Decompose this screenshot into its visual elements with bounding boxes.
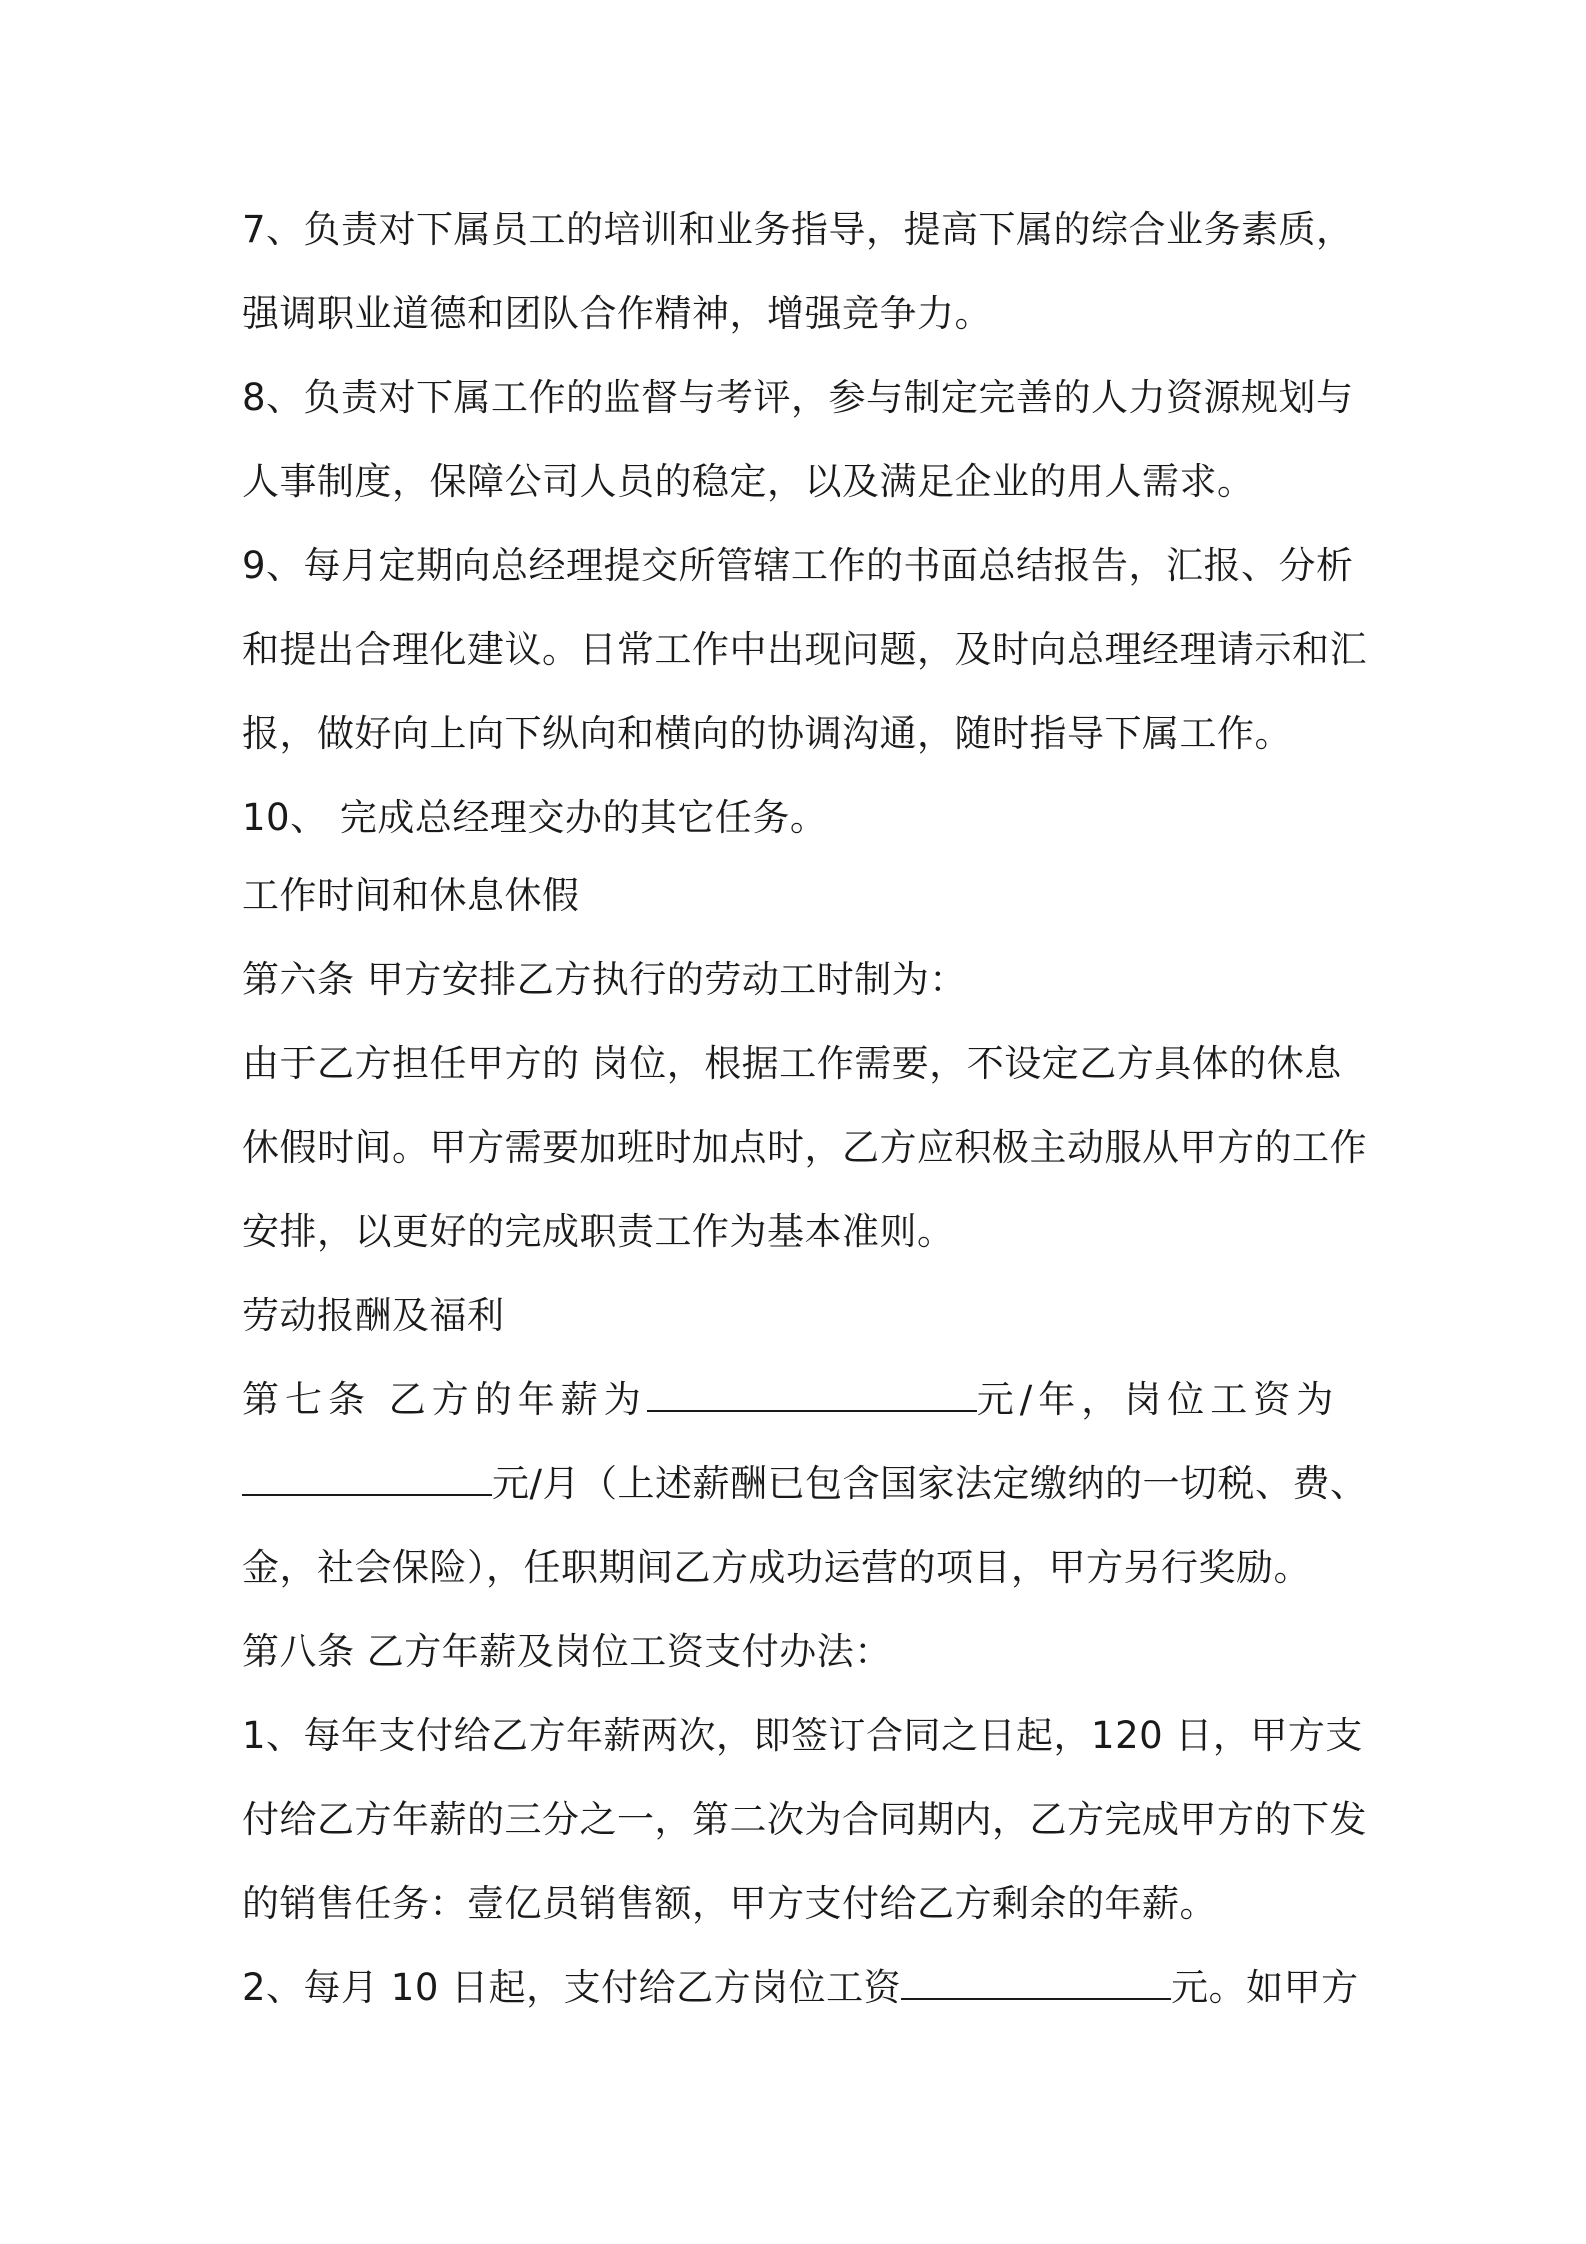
payment-line [242, 1964, 1362, 2012]
text-line: 强调职业道德和团队合作精神，增强竞争力。 [242, 292, 992, 335]
text-line: 7、负责对下属员工的培训和业务指导，提高下属的综合业务素质， [242, 208, 1354, 251]
annual-salary-blank[interactable] [647, 1376, 977, 1412]
text-line: 9、每月定期向总经理提交所管辖工作的书面总结报告，汇报、分析 [242, 544, 1354, 587]
text-line: 的销售任务：壹亿员销售额，甲方支付给乙方剩余的年薪。 [242, 1882, 1217, 1925]
text-line: 和提出合理化建议。日常工作中出现问题，及时向总理经理请示和汇 [242, 628, 1367, 671]
text-line: 8、负责对下属工作的监督与考评，参与制定完善的人力资源规划与 [242, 376, 1354, 419]
payment-suffix: 元。如甲方 [1171, 1966, 1359, 2009]
text-line: 人事制度，保障公司人员的稳定，以及满足企业的用人需求。 [242, 460, 1255, 503]
text-line: 金，社会保险），任职期间乙方成功运营的项目，甲方另行奖励。 [242, 1546, 1311, 1589]
text-line: 安排，以更好的完成职责工作为基本准则。 [242, 1210, 955, 1253]
article7-suffix: 元/月（上述薪酬已包含国家法定缴纳的一切税、费、 [492, 1462, 1368, 1505]
text-line: 1、每年支付给乙方年薪两次，即签订合同之日起，120 日，甲方支 [242, 1714, 1363, 1757]
text-line: 休假时间。甲方需要加班时加点时，乙方应积极主动服从甲方的工作 [242, 1126, 1367, 1169]
article-heading: 第八条 乙方年薪及岗位工资支付办法： [242, 1630, 892, 1673]
article7-prefix: 第七条 乙方的年薪为 [242, 1378, 647, 1421]
section-heading: 工作时间和休息休假 [242, 874, 580, 917]
text-line: 报，做好向上向下纵向和横向的协调沟通，随时指导下属工作。 [242, 712, 1292, 755]
article7-line1 [242, 1376, 1362, 1424]
monthly-salary-blank[interactable] [242, 1460, 492, 1496]
text-line: 付给乙方年薪的三分之一，第二次为合同期内，乙方完成甲方的下发 [242, 1798, 1367, 1841]
text-line: 由于乙方担任甲方的 岗位，根据工作需要，不设定乙方具体的休息 [242, 1042, 1342, 1085]
article-heading: 第六条 甲方安排乙方执行的劳动工时制为： [242, 958, 967, 1001]
article7-line2 [242, 1460, 1368, 1508]
text-line: 10、 完成总经理交办的其它任务。 [242, 796, 828, 839]
article7-mid: 元/年，岗位工资为 [976, 1378, 1340, 1421]
payment-prefix: 2、每月 10 日起，支付给乙方岗位工资 [242, 1966, 902, 2009]
position-salary-blank[interactable] [901, 1964, 1171, 2000]
section-heading: 劳动报酬及福利 [242, 1294, 505, 1337]
